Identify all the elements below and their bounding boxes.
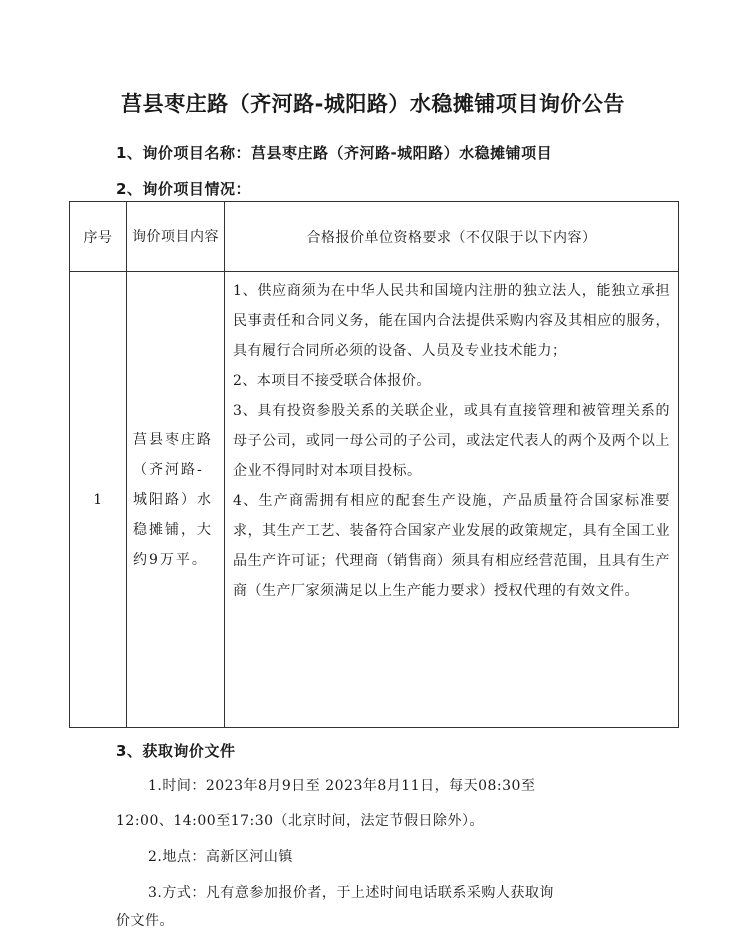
requirement-item: 4、生产商需拥有相应的配套生产设施，产品质量符合国家标准要求，其生产工艺、装备符合国家产业发展的政策规定，具有全国工业品生产许可证；代理商（销售商）须具有相应经营范围，且具有生产商（生产厂家须满足以上生产能力要求）授权代理的有效文件。 (233, 493, 670, 599)
time-line-1: 1.时间：2023年8月9日至 2023年8月11日，每天08:30至 (148, 778, 536, 794)
requirements-table (69, 201, 679, 728)
time-line-2: 12:00、14:00至17:30（北京时间，法定节假日除外）。 (116, 813, 485, 829)
location-line: 2.地点：高新区河山镇 (148, 849, 293, 865)
method-line-1: 3.方式：凡有意参加报价者，于上述时间电话联系采购人获取询 (148, 885, 554, 901)
requirement-item: 3、具有投资参股关系的关联企业，或具有直接管理和被管理关系的母子公司，或同一母公司的子公司，或法定代表人的两个及两个以上企业不得同时对本项目投标。 (233, 403, 670, 479)
header-requirements: 合格报价单位资格要求（不仅限于以下内容） (225, 202, 679, 272)
header-no: 序号 (70, 202, 127, 272)
requirement-item: 2、本项目不接受联合体报价。 (233, 373, 431, 389)
table-row (70, 272, 679, 728)
row-requirements (225, 272, 679, 728)
page-title: 莒县枣庄路（齐河路-城阳路）水稳摊铺项目询价公告 (121, 92, 625, 116)
table-header-row (70, 202, 679, 272)
section-project-name: 1、询价项目名称：莒县枣庄路（齐河路-城阳路）水稳摊铺项目 (116, 144, 553, 162)
method-line-2: 价文件。 (116, 913, 174, 929)
row-no: 1 (70, 272, 127, 728)
section-project-info: 2、询价项目情况： (116, 180, 251, 198)
requirement-item: 1、供应商须为在中华人民共和国境内注册的独立法人，能独立承担民事责任和合同义务，能在国内合法提供采购内容及其相应的服务，具有履行合同所必须的设备、人员及专业技术能力； (233, 283, 670, 359)
header-content: 询价项目内容 (127, 202, 225, 272)
row-content: 莒县枣庄路（齐河路-城阳路）水稳摊铺，大约9万平。 (127, 272, 225, 728)
section-obtain-documents: 3、获取询价文件 (116, 742, 236, 760)
